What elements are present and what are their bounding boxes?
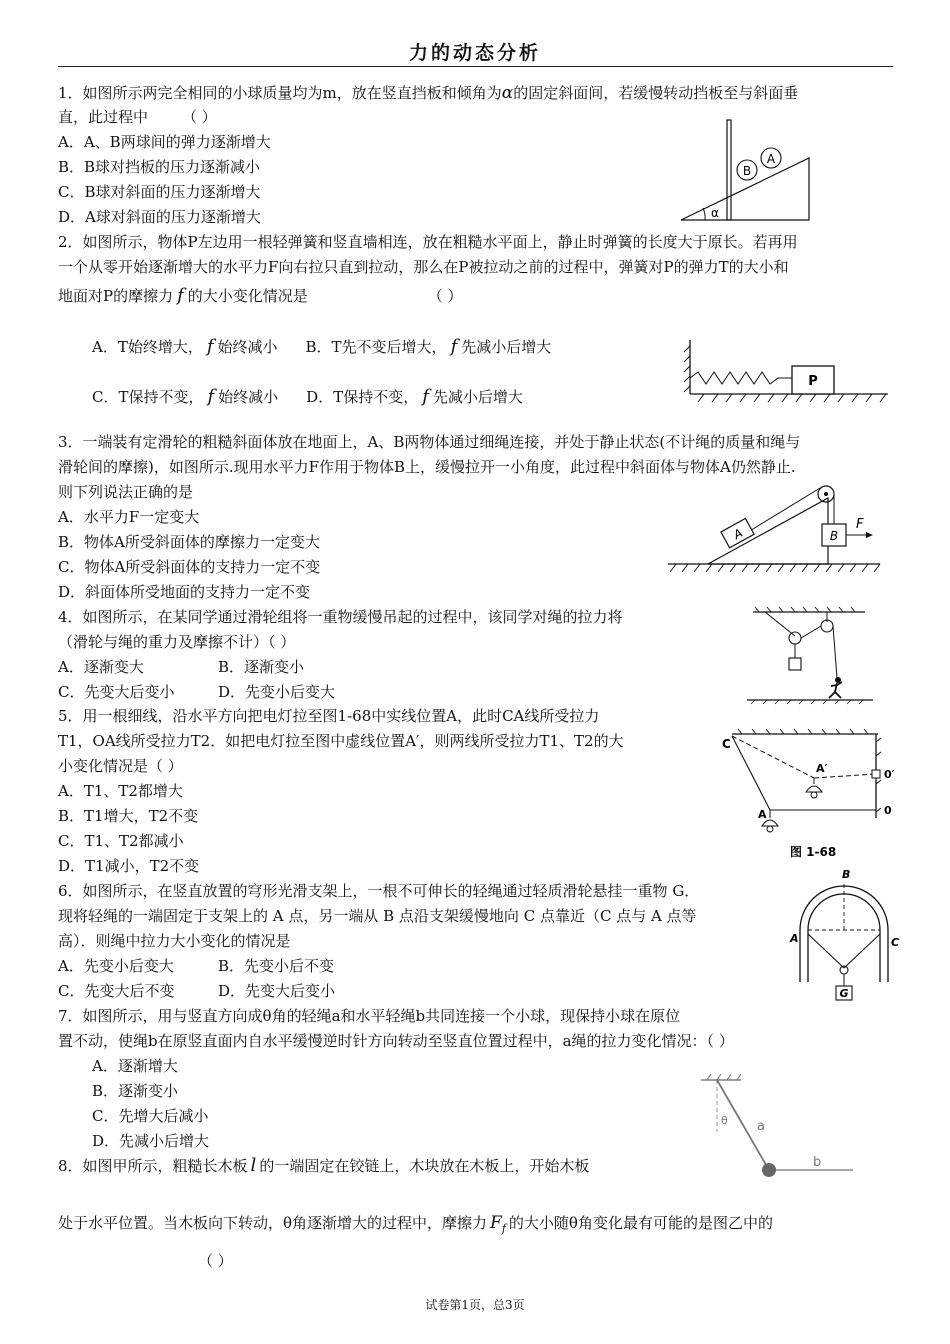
q8-stem-text-2: 处于水平位置。当木板向下转动，θ角逐渐增大的过程中，摩擦力 [58,1214,488,1232]
q2-option-b: B．T先不变后增大， [305,338,447,356]
q1-fig-angle-label: α [711,206,719,220]
q5-option-a: A．T1、T2都增大 [58,782,183,800]
q1-answer-paren: （ ） [182,108,217,126]
q7-fig-label-b: b [813,1155,822,1170]
q2-stem-text-b: 的大小变化情况是 [187,287,308,305]
q5-stem-line1: 5．用一根细线，沿水平方向把电灯拉至图1-68中实线位置A，此时CA线所受拉力 [58,707,600,725]
q8-stem-line2 [58,1212,773,1240]
q2-figure [682,338,892,408]
q6-option-a: A．先变小后变大 [58,957,174,975]
q3-figure [668,480,883,576]
q7-option-c: C．先增大后减小 [92,1107,209,1125]
q2-option-c: C．T保持不变， [92,388,204,406]
q1-alpha: α [501,83,514,103]
q5-fig-label-o-prime: 0′ [884,768,895,781]
q4-option-a: A．逐渐变大 [58,658,144,676]
q3-option-b: B．物体A所受斜面体的摩擦力一定变大 [58,533,320,551]
q1-fig-label-a: A [766,152,776,166]
q6-fig-label-a: A [790,932,799,945]
q6-option-b: B．先变小后不变 [218,957,335,975]
q3-fig-label-a: A [731,525,745,543]
q6-option-d: D．先变大后变小 [218,982,336,1000]
q7-fig-label-a: a [757,1119,765,1134]
q1-option-b: B．B球对挡板的压力逐渐减小 [58,158,261,176]
q5-figure [718,728,893,860]
q7-option-b: B．逐渐变小 [92,1082,179,1100]
q1-fig-label-b: B [742,164,752,178]
q3-stem-line3: 则下列说法正确的是 [58,483,194,501]
q8-ff-subscript: f [501,1222,506,1235]
q8-stem-text: 8．如图甲所示，粗糙长木板 [58,1157,248,1175]
q7-option-d: D．先减小后增大 [92,1132,210,1150]
q2-f-symbol-a: f [206,336,214,357]
q2-stem-line1: 2．如图所示，物体P左边用一根轻弹簧和竖直墙相连，放在粗糙水平面上，静止时弹簧的长度大于原长。若再用 [58,233,798,251]
q1-option-c: C．B球对斜面的压力逐渐增大 [58,183,261,201]
q2-f-symbol-c: f [207,386,215,407]
q6-option-c: C．先变大后不变 [58,982,175,1000]
q5-option-d: D．T1减小，T2不变 [58,857,200,875]
q7-stem-line2: 置不动，使绳b在原竖直面内自水平缓慢逆时针方向转动至竖直位置过程中，a绳的拉力变化情况：（ ） [58,1032,734,1050]
q1-stem-line1 [58,82,798,104]
q2-option-a-b: 始终减小 [217,338,278,356]
q3-option-a: A．水平力F一定变大 [58,508,200,526]
q8-stem-text-2b: 的大小随θ角变化最有可能的是图乙中的 [508,1214,773,1232]
q2-option-b-b: 先减小后增大 [461,338,552,356]
q6-options-row2 [58,980,335,1002]
q6-figure [788,862,900,1012]
q2-options-row2 [92,386,523,408]
q6-fig-label-b: B [842,868,851,881]
q4-option-c: C．先变大后变小 [58,683,175,701]
q6-stem-line3: 高）．则绳中拉力大小变化的情况是 [58,932,291,950]
q1-stem-text-b: 的固定斜面间，若缓慢转动挡板至与斜面垂 [513,84,799,102]
q2-stem-line3 [58,285,463,307]
q2-option-a: A．T始终增大， [92,338,203,356]
q4-option-d: D．先变小后变大 [218,683,336,701]
q8-ff-symbol: F [490,1213,502,1233]
q5-fig-label-o: 0 [884,804,892,817]
q2-fig-label-p: P [808,374,818,389]
q5-fig-caption: 图 1-68 [790,845,837,859]
q7-figure [695,1070,860,1178]
q1-figure [675,118,815,224]
q2-option-d: D．T保持不变， [306,388,419,406]
q5-fig-label-a: A [758,808,767,821]
q1-stem-line2 [58,106,217,128]
q5-option-c: C．T1、T2都减小 [58,832,184,850]
q8-stem-line1 [58,1155,589,1177]
q6-stem-line1: 6．如图所示，在竖直放置的穹形光滑支架上，一根不可伸长的轻绳通过轻质滑轮悬挂一重物 G． [58,882,700,900]
q5-option-b: B．T1增大，T2不变 [58,807,199,825]
q4-option-b: B．逐渐变小 [218,658,305,676]
q3-fig-label-f: F [856,517,864,532]
q5-stem-line2: T1，OA线所受拉力T2．如把电灯拉至图中虚线位置A′，则两线所受拉力T1、T2的大 [58,732,624,750]
q6-options-row1 [58,955,334,977]
q2-option-d-b: 先减小后增大 [432,388,523,406]
q7-stem-line1: 7．如图所示，用与竖直方向成θ角的轻绳a和水平轻绳b共同连接一个小球，现保持小球在原位 [58,1007,681,1025]
q6-fig-label-c: C [891,936,900,949]
q3-option-c: C．物体A所受斜面体的支持力一定不变 [58,558,321,576]
q7-fig-label-theta: θ [721,1114,728,1127]
q4-stem-line2: （滑轮与绳的重力及摩擦不计）（ ） [58,633,296,651]
q4-options-row2 [58,681,335,703]
q6-fig-label-g: G [839,987,849,1000]
q2-options-row1 [92,336,551,358]
q2-stem-text: 地面对P的摩擦力 [58,287,174,305]
q4-figure [745,606,875,704]
q3-stem-line2: 滑轮间的摩擦)，如图所示.现用水平力F作用于物体B上，缓慢拉开一小角度，此过程中斜面体与物体A仍然静止. [58,458,796,476]
q2-stem-line2: 一个从零开始逐渐增大的水平力F向右拉只直到拉动，那么在P被拉动之前的过程中，弹簧对P的弹力T的大小和 [58,258,789,276]
q5-fig-label-a-prime: A′ [816,762,828,775]
q1-option-a: A．A、B两球间的弹力逐渐增大 [58,133,271,151]
q8-l-symbol: l [250,1155,257,1176]
q5-fig-label-c: C [722,737,731,751]
q1-option-d: D．A球对斜面的压力逐渐增大 [58,208,261,226]
q1-stem-text-2: 直，此过程中 [58,108,149,126]
q8-stem-text-b: 的一端固定在铰链上，木块放在木板上，开始木板 [259,1157,590,1175]
q3-option-d: D．斜面体所受地面的支持力一定不变 [58,583,311,601]
q8-answer-paren: （ ） [198,1252,233,1270]
header-rule [58,66,893,67]
q1-stem-text: 1．如图所示两完全相同的小球质量均为m，放在竖直挡板和倾角为 [58,84,502,102]
q2-option-c-b: 始终减小 [218,388,279,406]
q2-f-symbol: f [177,285,184,306]
q2-answer-paren: （ ） [427,287,463,305]
q5-stem-line3: 小变化情况是（ ） [58,757,183,775]
q6-stem-line2: 现将轻绳的一端固定于支架上的 A 点，另一端从 B 点沿支架缓慢地向 C 点靠近（C 点与 A 点等 [58,907,697,925]
q4-options-row1 [58,656,304,678]
q3-stem-line1: 3．一端装有定滑轮的粗糙斜面体放在地面上，A、B两物体通过细绳连接，并处于静止状态(不计绳的质量和绳与 [58,433,801,451]
q7-option-a: A．逐渐增大 [92,1057,178,1075]
q4-stem-line1: 4．如图所示，在某同学通过滑轮组将一重物缓慢吊起的过程中，该同学对绳的拉力将 [58,608,623,626]
page-footer: 试卷第1页，总3页 [425,1298,525,1312]
page-title: 力的动态分析 [408,42,541,64]
q3-fig-label-b: B [829,529,839,543]
q2-f-symbol-d: f [422,386,429,407]
q2-f-symbol-b: f [450,336,458,357]
